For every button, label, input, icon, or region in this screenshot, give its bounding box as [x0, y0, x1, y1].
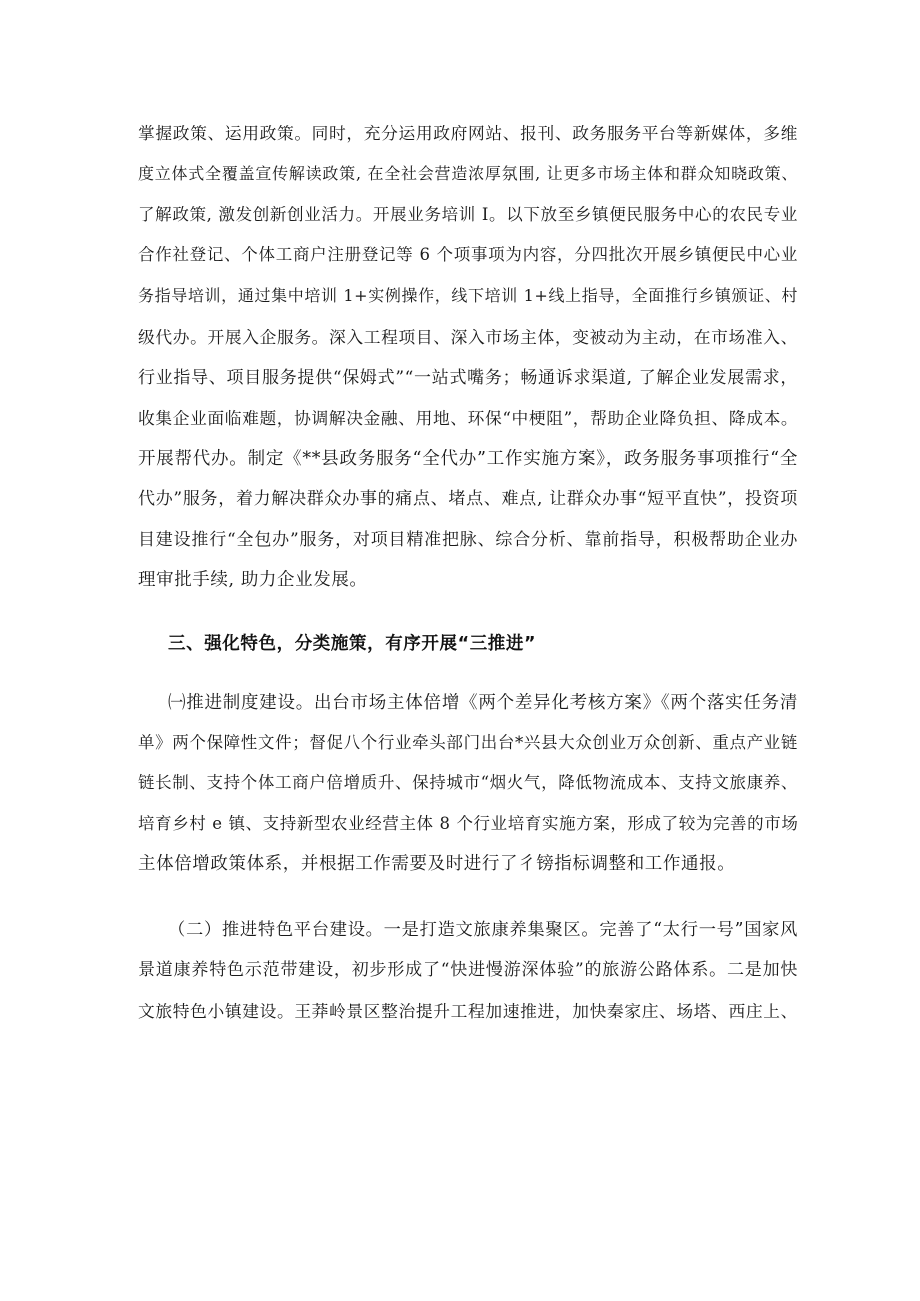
- paragraph-1-line-12: 理审批手续, 助力企业发展。: [138, 570, 368, 590]
- paragraph-2-line-5: 主体倍增政策体系，并根据工作需要及时进行了彳镑指标调整和工作通报。: [138, 854, 736, 874]
- paragraph-1-line-9: 开展帮代办。制定《**县政务服务“全代办”工作实施方案》，政务服务事项推行“全: [138, 449, 798, 469]
- paragraph-1-line-5: 务指导培训，通过集中培训 1+实例操作，线下培训 1+线上指导，全面推行乡镇颁证、村: [138, 286, 798, 305]
- paragraph-1-line-10: 代办”服务，着力解决群众办事的痛点、堵点、难点, 让群众办事“短平直快”，投资项: [138, 489, 798, 509]
- paragraph-2-line-4: 培育乡村 e 镇、支持新型农业经营主体 8 个行业培育实施方案，形成了较为完善的市场: [138, 814, 799, 833]
- paragraph-2-line-1: ㈠推进制度建设。出台市场主体倍增《两个差异化考核方案》《两个落实任务清: [168, 693, 798, 713]
- paragraph-1-line-2: 度立体式全覆盖宣传解读政策, 在全社会营造浓厚氛围, 让更多市场主体和群众知晓政策、: [138, 164, 798, 183]
- paragraph-1-line-3: 了解政策, 激发创新创业活力。开展业务培训 I。以下放至乡镇便民服务中心的农民专业: [138, 205, 798, 224]
- paragraph-1-line-4: 合作社登记、个体工商户注册登记等 6 个项事项为内容，分四批次开展乡镇便民中心业: [138, 245, 798, 264]
- paragraph-1-line-1: 掌握政策、运用政策。同时，充分运用政府网站、报刊、政务服务平台等新媒体，多维: [138, 123, 798, 143]
- paragraph-1-line-8: 收集企业面临难题，协调解决金融、用地、环保“中梗阻”，帮助企业降负担、降成本。: [138, 408, 799, 428]
- paragraph-1-line-7: 行业指导、项目服务提供“保姆式”“一站式嘴务；畅通诉求渠道, 了解企业发展需求，: [138, 368, 798, 388]
- paragraph-3-line-3: 文旅特色小镇建设。王莽岭景区整治提升工程加速推进，加快秦家庄、场塔、西庄上、: [138, 1001, 798, 1021]
- paragraph-3-line-2: 景道康养特色示范带建设，初步形成了“快进慢游深体验”的旅游公路体系。二是加快: [138, 960, 798, 980]
- paragraph-1-line-6: 级代办。开展入企服务。深入工程项目、深入市场主体，变被动为主动，在市场准入、: [138, 327, 798, 347]
- paragraph-3-line-1: （二）推进特色平台建设。一是打造文旅康养集聚区。完善了“太行一号”国家风: [168, 920, 798, 940]
- section-heading: 三、强化特色，分类施策，有序开展“三推进”: [168, 634, 537, 654]
- paragraph-2-line-3: 链长制、支持个体工商户倍增质升、保持城市“烟火气，降低物流成本、支持文旅康养、: [138, 773, 798, 792]
- paragraph-2-line-2: 单》两个保障性文件；督促八个行业牵头部门出台*兴县大众创业万众创新、重点产业链: [138, 733, 798, 752]
- paragraph-1-line-11: 目建设推行“全包办”服务，对项目精准把脉、综合分析、靠前指导，积极帮助企业办: [138, 530, 798, 550]
